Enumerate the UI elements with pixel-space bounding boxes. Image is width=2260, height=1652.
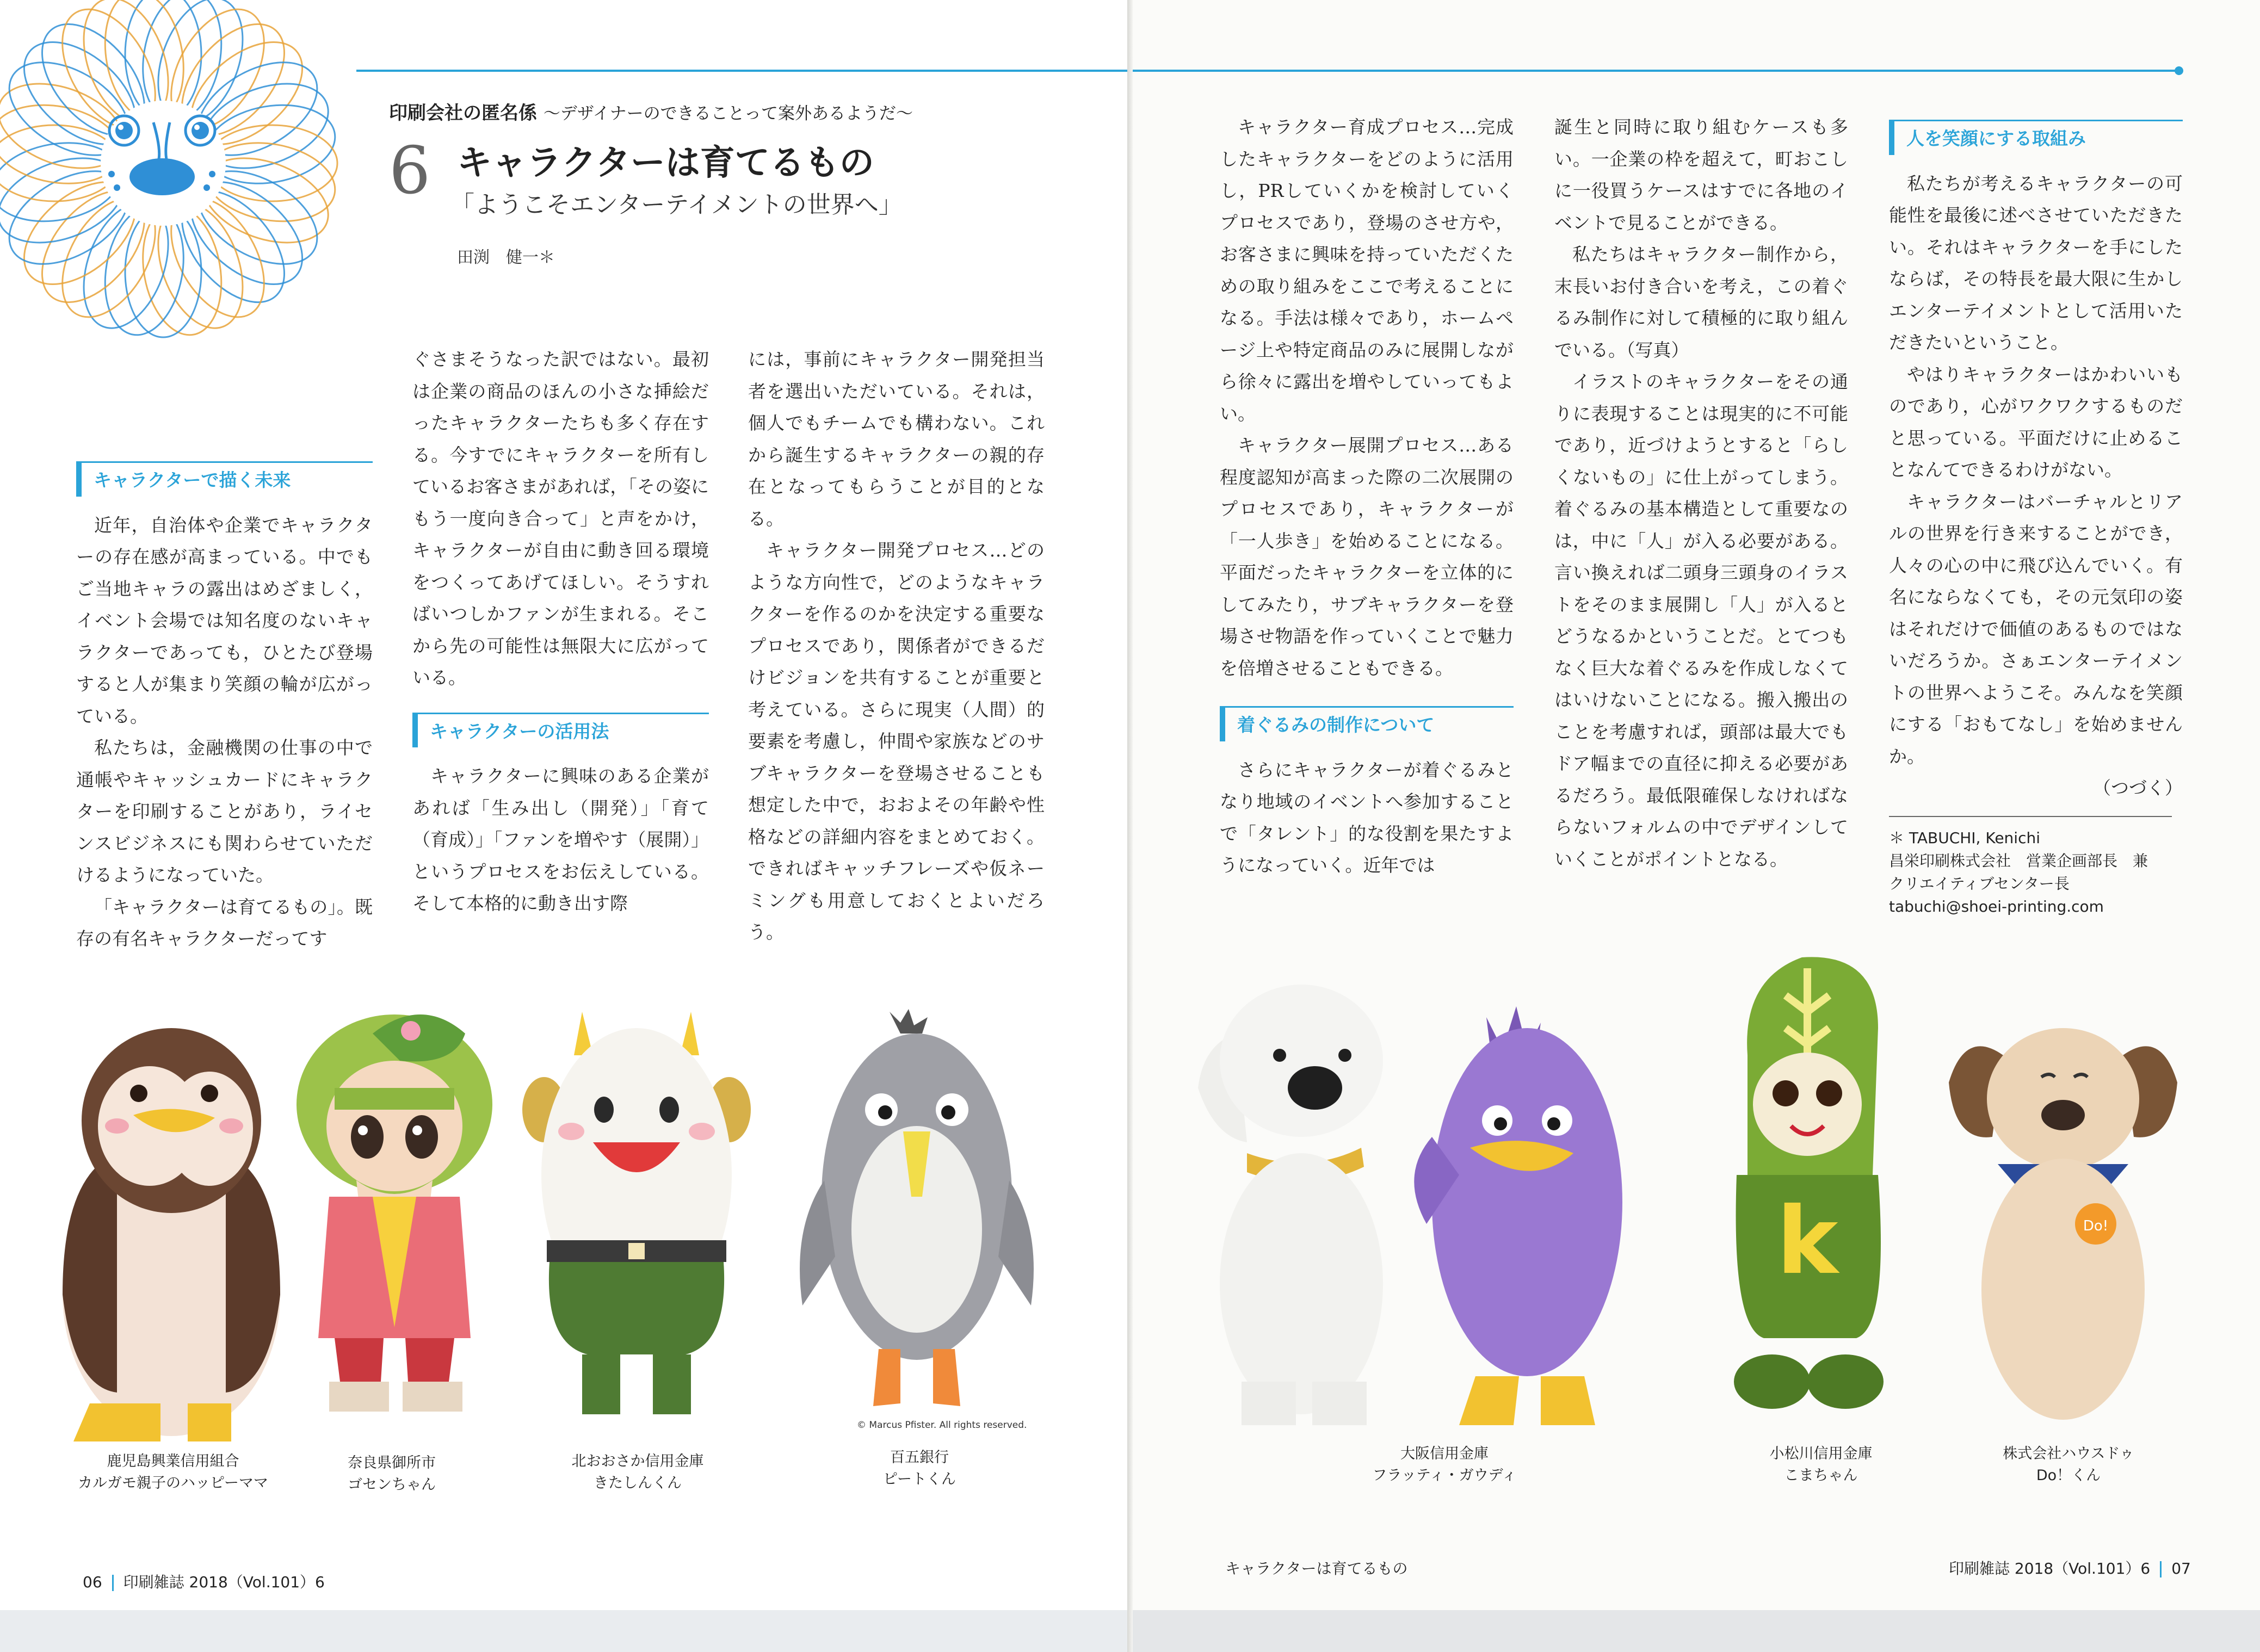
mascot-photo-gosen-chan	[291, 1001, 498, 1436]
article-number: 6	[389, 133, 431, 209]
magazine-issue: 印刷雑誌 2018（Vol.101）6	[123, 1573, 325, 1591]
paragraph: キャラクター開発プロセス…どのような方向性で，どのようなキャラクターを作るのかを決定する重要なプロセスであり，関係者ができるだけビジョンを共有することが重要と考えている。さらに現実（人間）的要素を考慮し，仲間や家族などのサブキャラクターを登場させることも想定した中で，おおよその年齢や性格などの詳細内容をまとめておく。できればキャッチフレーズや仮ネーミングも用意しておくとよいだろう。	[748, 540, 1045, 943]
page-number: 06	[83, 1573, 102, 1591]
caption-happy-mama: 鹿児島興業信用組合 カルガモ親子のハッピーママ	[78, 1453, 268, 1492]
right-column-1	[1220, 112, 1514, 882]
left-page	[0, 0, 1127, 1652]
header-rule-dot	[2175, 66, 2183, 75]
paragraph: キャラクターはバーチャルとリアルの世界を行き来することができ，人々の心の中に飛び込んでいく。有名にならなくても，その元気印の姿はそれだけで価値のあるものではないだろうか。さぁエンターテイメントの世界へようこそ。みんなを笑顔にする「おもてなし」を始めませんか。	[1889, 491, 2183, 767]
author-note: ＊ TABUCHI, Kenichi 昌栄印刷株式会社 営業企画部長 兼 クリエイティブセンター長 tabuchi@shoei-printing.com	[1889, 816, 2194, 918]
mascot-photo-flatty	[1198, 979, 1427, 1431]
scan-edge	[1133, 1610, 2260, 1652]
book-gutter	[1127, 0, 1133, 1652]
paragraph: には，事前にキャラクター開発担当者を選出いただいている。それは，個人でもチームでも構わない。これから誕生するキャラクターの親的存在となってもらうことが目的となる。	[748, 349, 1045, 529]
mascot-photo-pito-kun	[792, 1001, 1042, 1431]
paragraph: やはりキャラクターはかわいいものであり，心がワクワクするものだと思っている。平面だけに止めることなんてできるわけがない。	[1889, 363, 2183, 481]
right-column-2	[1554, 112, 1848, 875]
paragraph: 近年，自治体や企業でキャラクターの存在感が高まっている。中でもご当地キャラの露出はめざましく，イベント会場では知名度のないキャラクターであっても，ひとたび登場すると人が集まり笑顔の輪が広がっている。	[76, 514, 373, 727]
paragraph: ぐさまそうなった訳ではない。最初は企業の商品のほんの小さな挿絵だったキャラクターたちも多く存在する。今すでにキャラクターを所有しているお客さまがあれば，「その姿にもう一度向き合って」と声をかけ，キャラクターが自由に動き回る環境をつくってあげてほしい。そうすればいつしかファンが生まれる。そこから先の可能性は無限大に広がっている。	[412, 349, 709, 688]
section-heading: 人を笑顔にする取組み	[1889, 120, 2183, 155]
paragraph: キャラクター展開プロセス…ある程度認知が高まった際の二次展開のプロセスであり，キャラクターが「一人歩き」を始めることになる。平面だったキャラクターを立体的にしてみたり，サブキャラクターを登場させ物語を作っていくことで魅力を倍増させることもできる。	[1220, 435, 1514, 679]
closing-note: （つづく）	[2093, 777, 2183, 799]
section-heading: キャラクターの活用法	[412, 713, 709, 748]
running-title: キャラクターは育てるもの	[1225, 1560, 1408, 1577]
right-footer	[1949, 1557, 2191, 1579]
header-rule	[1133, 70, 2180, 72]
komachan-letter: k	[1776, 1187, 1838, 1295]
right-page	[1133, 0, 2260, 1652]
paragraph: 私たちは，金融機関の仕事の中で通帳やキャッシュカードにキャラクターを印刷することがあり，ライセンスビジネスにも関わらせていただけるようになっていた。	[76, 737, 373, 886]
caption-flatty-gaudi: 大阪信用金庫 フラッティ・ガウディ	[1372, 1445, 1517, 1484]
caption-koma-chan: 小松川信用金庫 こまちゃん	[1769, 1445, 1873, 1484]
section-heading: キャラクターで描く未来	[76, 461, 373, 497]
paragraph: キャラクター育成プロセス…完成したキャラクターをどのように活用し，PRしていくかを検討していくプロセスであり，登場のさせ方や，お客さまに興味を持っていただくための取り組みをここで考えることになる。手法は様々であり，ホームページ上や特定商品のみに展開しながら徐々に露出を増やしていってもよい。	[1220, 116, 1514, 424]
right-column-3	[1889, 114, 2183, 805]
section-heading: 着ぐるみの制作について	[1220, 706, 1514, 741]
left-column-1	[76, 456, 373, 955]
paragraph: イラストのキャラクターをその通りに表現することは現実的に不可能であり，近づけようとすると「らしくないもの」に仕上がってしまう。着ぐるみの基本構造として重要なのは，中に「人」が入る必要がある。言い換えれば二頭身三頭身のイラストをそのまま展開し「人」が入るとどうなるかということだ。とてつもなく巨大な着ぐるみを作成しなくてはいけないことになる。搬入搬出のことを考慮すれば，頭部は最大でもドア幅までの直径に抑える必要があるだろう。最低限確保しなければならないフォルムの中でデザインしていくことがポイントとなる。	[1554, 371, 1848, 870]
paragraph: 誕生と同時に取り組むケースも多い。一企業の枠を超えて，町おこしに一役買うケースはすでに各地のイベントで見ることができる。	[1554, 116, 1848, 233]
paragraph: 私たちはキャラクター制作から，末長いお付き合いを考え，この着ぐるみ制作に対して積極的に取り組んでいる。（写真）	[1554, 244, 1848, 361]
mascot-photo-kitashin-kun	[522, 995, 751, 1425]
page-number: 07	[2171, 1560, 2191, 1577]
lion-spirograph-illustration	[0, 0, 381, 381]
mascot-photo-do-kun	[1932, 1017, 2194, 1431]
article-subtitle: 「ようこそエンターテイメントの世界へ」	[450, 191, 903, 219]
caption-gosen-chan: 奈良県御所市 ゴセンちゃん	[348, 1455, 436, 1493]
left-column-2	[412, 344, 709, 920]
paragraph: さらにキャラクターが着ぐるみとなり地域のイベントへ参加することで「タレント」的な役割を果たすようになっていく。近年では	[1220, 759, 1514, 876]
mascot-photo-koma-chan	[1699, 946, 1916, 1425]
article-title: キャラクターは育てるもの	[457, 143, 874, 183]
left-column-3	[748, 344, 1045, 949]
mascot-photo-gaudi	[1410, 995, 1639, 1431]
series-title: 印刷会社の匿名係 ～デザイナーのできることって案外あるようだ～	[389, 102, 913, 124]
mascot-photo-happy-mama	[52, 1012, 291, 1447]
author-name: 田渕 健一＊	[457, 248, 555, 267]
dokun-badge: Do!	[2083, 1218, 2109, 1234]
header-rule	[356, 70, 1127, 72]
caption-pito-kun: 百五銀行 ピートくん	[883, 1449, 956, 1488]
paragraph: 私たちが考えるキャラクターの可能性を最後に述べさせていただきたい。それはキャラクターを手にしたならば，その特長を最大限に生かしエンターテイメントとして活用いただきたいということ。	[1889, 172, 2183, 354]
scan-edge	[0, 1610, 1127, 1652]
magazine-issue: 印刷雑誌 2018（Vol.101）6	[1949, 1560, 2151, 1577]
caption-kitashin-kun: 北おおさか信用金庫 きたしんくん	[571, 1453, 704, 1492]
caption-do-kun: 株式会社ハウスドゥ Do！くん	[2003, 1445, 2134, 1484]
photo-credit: © Marcus Pfister. All rights reserved.	[857, 1420, 1027, 1431]
paragraph: キャラクターに興味のある企業があれば「生み出し（開発）」「育て（育成）」「ファンを増やす（展開）」というプロセスをお伝えしている。そして本格的に動き出す際	[412, 765, 709, 914]
left-footer	[83, 1570, 325, 1592]
paragraph: 「キャラクターは育てるもの」。既存の有名キャラクターだってす	[76, 896, 373, 950]
